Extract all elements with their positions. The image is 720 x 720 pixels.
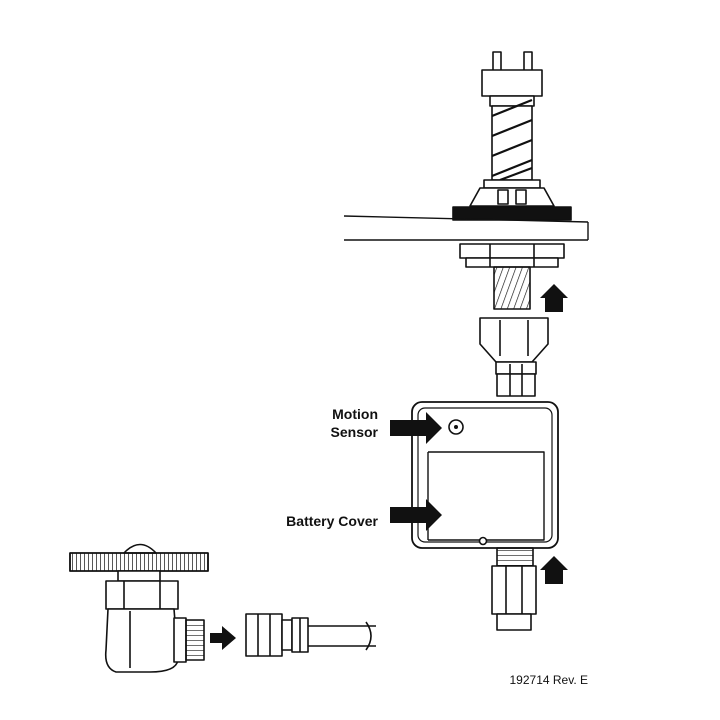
mounting-gasket	[453, 207, 571, 220]
supply-hose	[246, 614, 376, 656]
motion-sensor-label-line1: Motion	[332, 406, 378, 422]
arrow-valve-to-hose	[210, 626, 236, 650]
part-number: 192714 Rev. E	[509, 673, 588, 687]
battery-cover-label: Battery Cover	[286, 513, 378, 529]
mounting-nut	[460, 244, 564, 267]
motion-sensor-label-line2: Sensor	[330, 424, 378, 440]
arrow-up-shank	[540, 284, 568, 312]
outlet-fitting	[492, 548, 536, 630]
coupling-nut	[480, 318, 548, 396]
threaded-shank	[494, 267, 530, 309]
cover-screw	[480, 538, 487, 545]
motion-sensor-window	[449, 420, 463, 434]
stop-valve	[70, 545, 208, 673]
faucet-shank	[470, 52, 554, 206]
arrow-up-outlet	[540, 556, 568, 584]
